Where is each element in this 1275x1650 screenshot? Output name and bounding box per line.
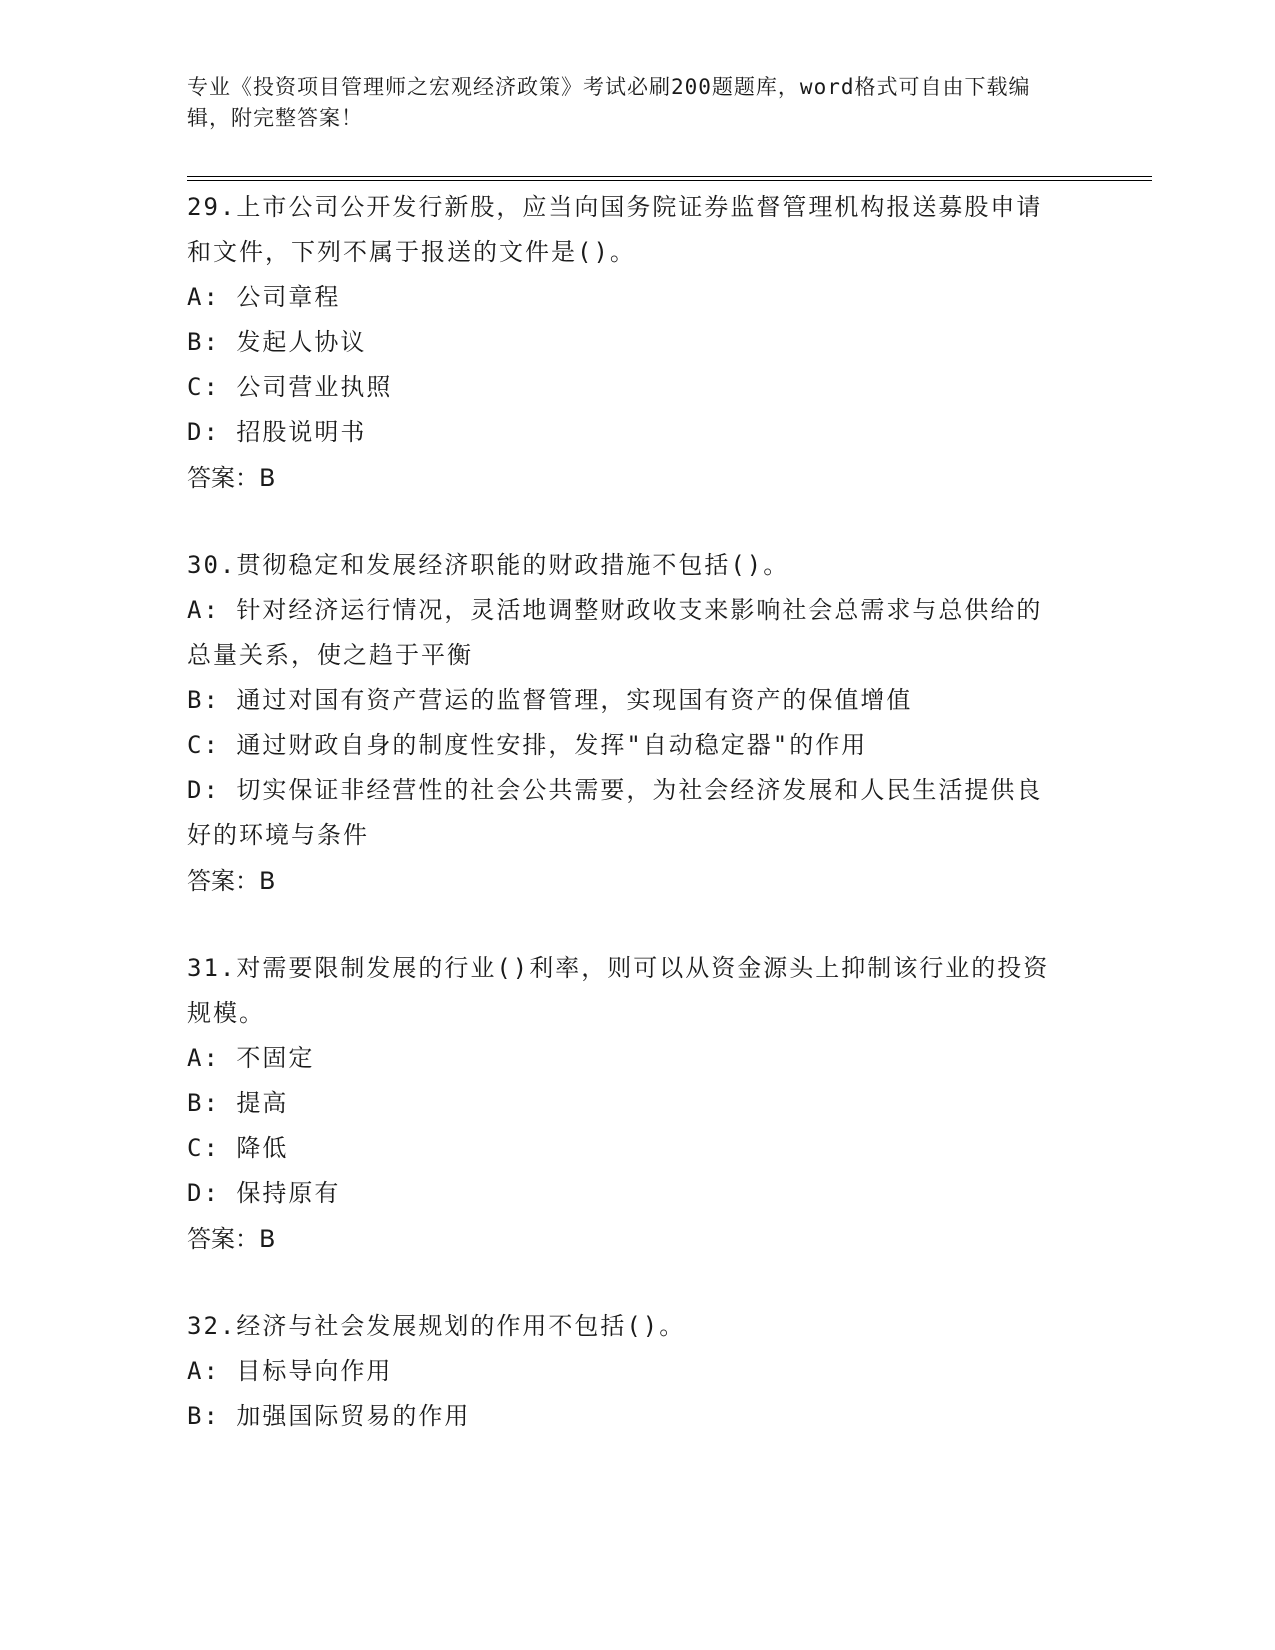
question-32 [187,1304,1147,1439]
answer: 答案：B [187,1225,276,1253]
option-a: A: 目标导向作用 [187,1357,393,1385]
option-d: D: 保持原有 [187,1179,341,1207]
option-d: D: 招股说明书 [187,418,367,446]
option-b: B: 发起人协议 [187,328,367,356]
question-stem: 31.对需要限制发展的行业()利率，则可以从资金源头上抑制该行业的投资规模。 [187,954,1050,1027]
option-c: C: 公司营业执照 [187,373,393,401]
option-d: D: 切实保证非经营性的社会公共需要，为社会经济发展和人民生活提供良好的环境与条件 [187,776,1043,849]
question-stem: 29.上市公司公开发行新股，应当向国务院证券监督管理机构报送募股申请和文件，下列不属于报送的文件是()。 [187,193,1043,266]
document-page [187,72,1147,1481]
header-rule [187,176,1152,181]
option-c: C: 降低 [187,1134,289,1162]
option-b: B: 加强国际贸易的作用 [187,1402,471,1430]
question-30 [187,543,1147,904]
question-stem: 32.经济与社会发展规划的作用不包括()。 [187,1312,686,1340]
question-list [187,185,1147,1439]
answer: 答案：B [187,464,276,492]
option-b: B: 提高 [187,1089,289,1117]
option-a: A: 不固定 [187,1044,315,1072]
question-stem: 30.贯彻稳定和发展经济职能的财政措施不包括()。 [187,551,790,579]
option-a: A: 针对经济运行情况，灵活地调整财政收支来影响社会总需求与总供给的总量关系，使之趋于平衡 [187,596,1043,669]
option-c: C: 通过财政自身的制度性安排，发挥"自动稳定器"的作用 [187,731,868,759]
option-a: A: 公司章程 [187,283,341,311]
answer: 答案：B [187,867,276,895]
question-29 [187,185,1147,501]
question-31 [187,946,1147,1262]
document-header: 专业《投资项目管理师之宏观经济政策》考试必刷200题题库，word格式可自由下载编辑，附完整答案！ [187,75,1031,130]
option-b: B: 通过对国有资产营运的监督管理，实现国有资产的保值增值 [187,686,913,714]
